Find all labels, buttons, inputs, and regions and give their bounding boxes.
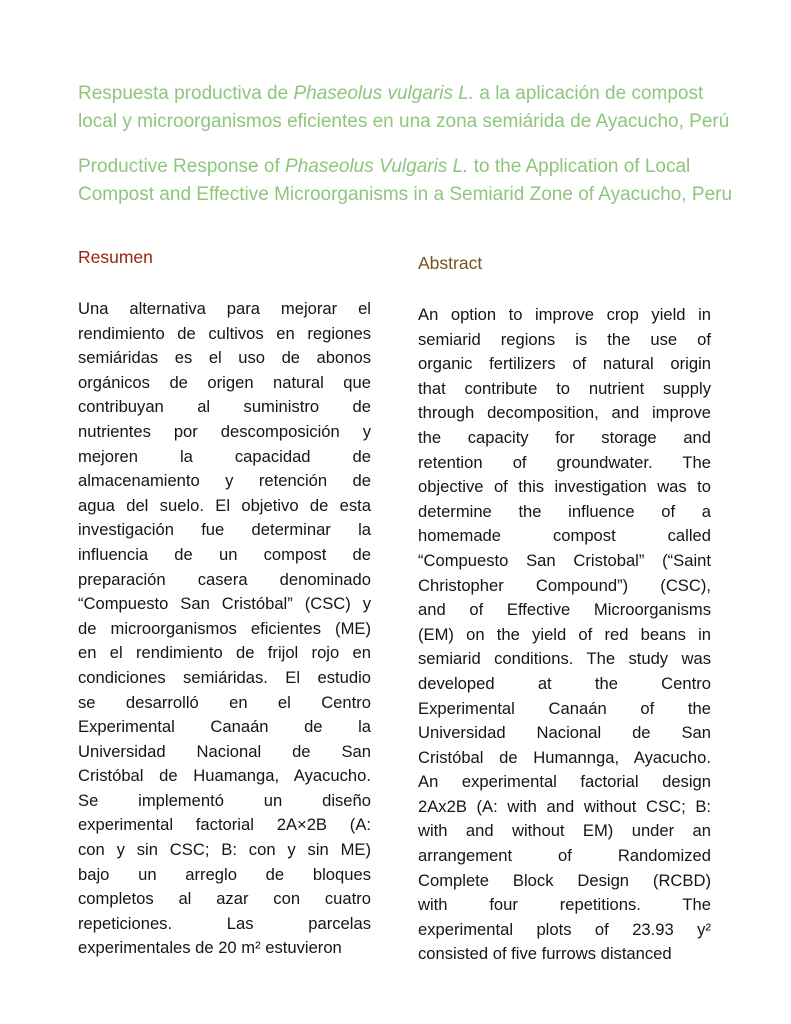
paper-title-spanish	[78, 80, 738, 136]
text-line: nutrientes por descomposición y	[78, 421, 371, 441]
text-line: the capacity for storage and	[418, 427, 711, 447]
abstract-heading: Abstract	[418, 253, 483, 273]
title-text: local y microorganismos eficientes en una zona semiárida de Ayacucho, Perú	[78, 111, 730, 132]
text-line: investigación fue determinar la	[78, 520, 371, 540]
text-line: de microorganismos eficientes (ME)	[78, 618, 371, 638]
text-line: determine the influence of a	[418, 501, 711, 521]
text-line: experimental factorial 2A×2B (A:	[78, 815, 371, 835]
text-line: Universidad Nacional de San	[78, 741, 371, 761]
text-line: influencia de un compost de	[78, 544, 371, 564]
text-line: Universidad Nacional de San	[418, 723, 711, 743]
text-line: completos al azar con cuatro	[78, 889, 371, 909]
text-line: with and without EM) under an	[418, 821, 711, 841]
title-text: Respuesta productiva de	[78, 83, 294, 104]
abstract-body	[418, 303, 711, 967]
text-line: An option to improve crop yield in	[418, 305, 711, 324]
text-line: bajo un arreglo de bloques	[78, 864, 371, 884]
title-text: to the Application of Local	[468, 156, 691, 177]
text-line: consisted of five furrows distanced	[418, 944, 672, 964]
text-line: condiciones semiáridas. El estudio	[78, 667, 371, 687]
text-line: “Compuesto San Cristobal” (“Saint	[418, 550, 711, 570]
paper-title-english	[78, 153, 738, 209]
resumen-section	[78, 245, 371, 961]
text-line: contribuyan al suministro de	[78, 397, 371, 417]
text-line: “Compuesto San Cristóbal” (CSC) y	[78, 594, 371, 614]
text-line: orgánicos de origen natural que	[78, 372, 371, 392]
text-line: and of Effective Microorganisms	[418, 600, 711, 620]
text-line: Se implementó un diseño	[78, 790, 371, 810]
text-line: agua del suelo. El objetivo de esta	[78, 495, 371, 515]
text-line: experimental plots of 23.93 y²	[418, 919, 711, 939]
text-line: almacenamiento y retención de	[78, 471, 371, 491]
text-line: objective of this investigation was to	[418, 477, 711, 497]
title-text: a la aplicación de compost	[474, 83, 704, 104]
text-line: Experimental Canaán de la	[78, 717, 371, 737]
text-line: An experimental factorial design	[418, 772, 711, 792]
text-line: con y sin CSC; B: con y sin ME)	[78, 840, 371, 860]
text-line: Cristóbal de Huamanga, Ayacucho.	[78, 766, 371, 786]
text-line: arrangement of Randomized	[418, 846, 711, 866]
resumen-heading: Resumen	[78, 247, 153, 267]
text-line: Experimental Canaán of the	[418, 698, 711, 718]
resumen-body	[78, 297, 371, 961]
text-line: preparación casera denominado	[78, 569, 371, 589]
text-line: semiáridas es el uso de abonos	[78, 348, 371, 368]
text-line: that contribute to nutrient supply	[418, 378, 711, 398]
text-line: Complete Block Design (RCBD)	[418, 870, 711, 890]
text-line: Cristóbal de Humannga, Ayacucho.	[418, 747, 711, 767]
text-line: mejoren la capacidad de	[78, 446, 371, 466]
text-line: en el rendimiento de frijol rojo en	[78, 643, 371, 663]
text-line: se desarrolló en el Centro	[78, 692, 371, 712]
title-text: Compost and Effective Microorganisms in a Semiarid Zone of Ayacucho, Peru	[78, 184, 733, 205]
text-line: homemade compost called	[418, 526, 711, 546]
title-line	[78, 80, 738, 108]
text-line: 2Ax2B (A: with and without CSC; B:	[418, 796, 711, 816]
text-line: Una alternativa para mejorar el	[78, 299, 371, 318]
text-line: Christopher Compound”) (CSC),	[418, 575, 711, 595]
text-line: (EM) on the yield of red beans in	[418, 624, 711, 644]
text-line: developed at the Centro	[418, 673, 711, 693]
text-line: through decomposition, and improve	[418, 403, 711, 423]
abstract-section	[418, 251, 711, 967]
title-text: Productive Response of	[78, 156, 286, 177]
text-line: rendimiento de cultivos en regiones	[78, 323, 371, 343]
species-name: Phaseolus Vulgaris L.	[285, 156, 469, 177]
text-line: semiarid regions is the use of	[418, 329, 711, 349]
text-line: organic fertilizers of natural origin	[418, 354, 711, 374]
text-line: repeticiones. Las parcelas	[78, 913, 371, 933]
text-line: retention of groundwater. The	[418, 452, 711, 472]
text-line: semiarid conditions. The study was	[418, 649, 711, 669]
title-line	[78, 153, 738, 181]
title-line	[78, 108, 738, 136]
title-line	[78, 181, 738, 209]
text-line: experimentales de 20 m² estuvieron	[78, 938, 342, 958]
text-line: with four repetitions. The	[418, 895, 711, 915]
species-name: Phaseolus vulgaris L.	[293, 83, 475, 104]
